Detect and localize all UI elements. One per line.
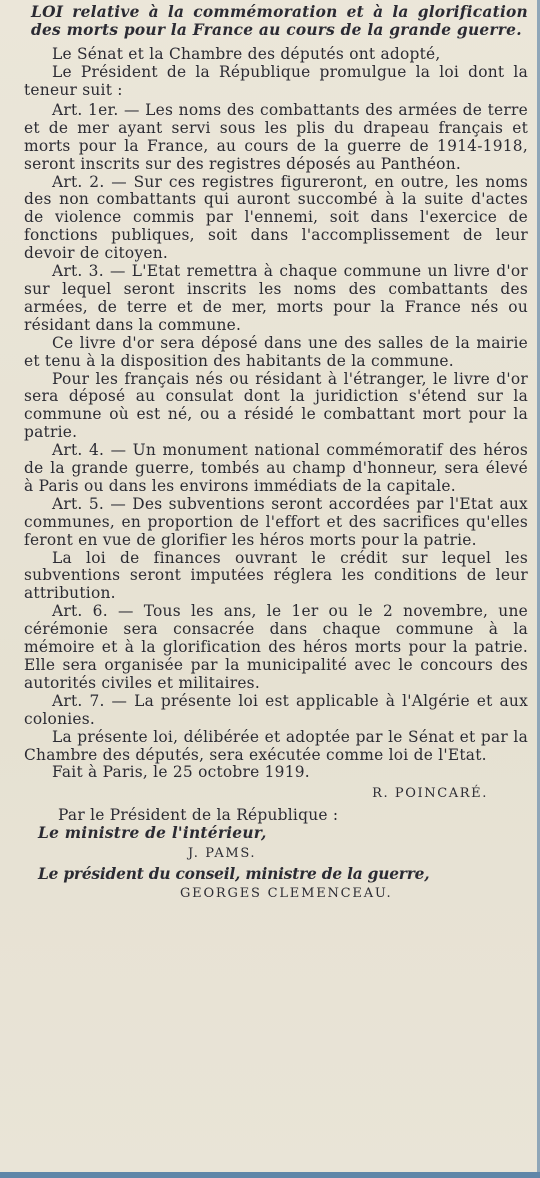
article-6: Art. 6. — Tous les ans, le 1er ou le 2 novembre, une cérémonie sera consacrée dans chaque commune à la mémoire et à la glorification des héros morts pour la patrie. Elle sera organisée par la municipalité avec le concours des autorités civiles et militaires. [24,602,528,692]
article-3-etranger: Pour les français nés ou résidant à l'étranger, le livre d'or sera déposé au consulat dont la juridiction s'étend sur la commune où est né, ou a résidé le combattant mort pour la patrie. [24,369,528,442]
execution-clause: La présente loi, délibérée et adoptée par le Sénat et par la Chambre des députés, sera exécutée comme loi de l'Etat. [24,727,528,764]
article-4: Art. 4. — Un monument national commémoratif des héros de la grande guerre, tombés au champ d'honneur, sera élevé à Paris ou dans les environs immédiats de la capitale. [24,441,528,495]
president-council-name: GEORGES CLEMENCEAU. [180,885,393,901]
article-5: Art. 5. — Des subventions seront accordées par l'Etat aux communes, en proportion de l'effort et des sacrifices qu'elles feront en vue de glorifier les héros morts pour la patrie. [24,494,528,549]
minister-interior-name: J. PAMS. [188,846,257,862]
paragraph-promulgation: Le Président de la République promulgue la loi dont la teneur suit : [24,63,528,99]
article-3-livre-dor: Ce livre d'or sera déposé dans une des salles de la mairie et tenu à la disposition des habitants de la commune. [24,333,528,370]
date-line: Fait à Paris, le 25 octobre 1919. [52,763,310,782]
paragraph-adoption: Le Sénat et la Chambre des députés ont adopté, [52,45,441,64]
article-3: Art. 3. — L'Etat remettra à chaque commune un livre d'or sur lequel seront inscrits les noms des combattants des armées, de terre et de mer, morts pour la France nés ou résidant dans la commune. [24,262,528,334]
article-1: Art. 1er. — Les noms des combattants des armées de terre et de mer ayant servi sous les plis du drapeau français et morts pour la France, au cours de la guerre de 1914-1918, seront inscrits sur des registres déposés au Panthéon. [24,100,528,173]
article-2: Art. 2. — Sur ces registres figureront, en outre, les noms des non combattants qui auront succombé à la suite d'actes de violence commis par l'ennemi, soit dans l'exercice de fonctions publiques, soit dans l'accomplissement de leur devoir de citoyen. [24,172,528,263]
bottom-frame-edge [0,1172,540,1178]
article-5-finances: La loi de finances ouvrant le crédit sur lequel les subventions seront imputées réglera les conditions de leur attribution. [24,548,528,603]
president-council-title: Le président du conseil, ministre de la guerre, [38,864,430,883]
law-title: LOI relative à la commémoration et à la glorification des morts pour la France au cours de la grande guerre. [31,3,528,39]
minister-interior-title: Le ministre de l'intérieur, [38,824,267,843]
article-7: Art. 7. — La présente loi est applicable à l'Algérie et aux colonies. [24,691,528,728]
president-signature: R. POINCARÉ. [372,786,488,802]
by-the-president: Par le Président de la République : [58,806,339,825]
